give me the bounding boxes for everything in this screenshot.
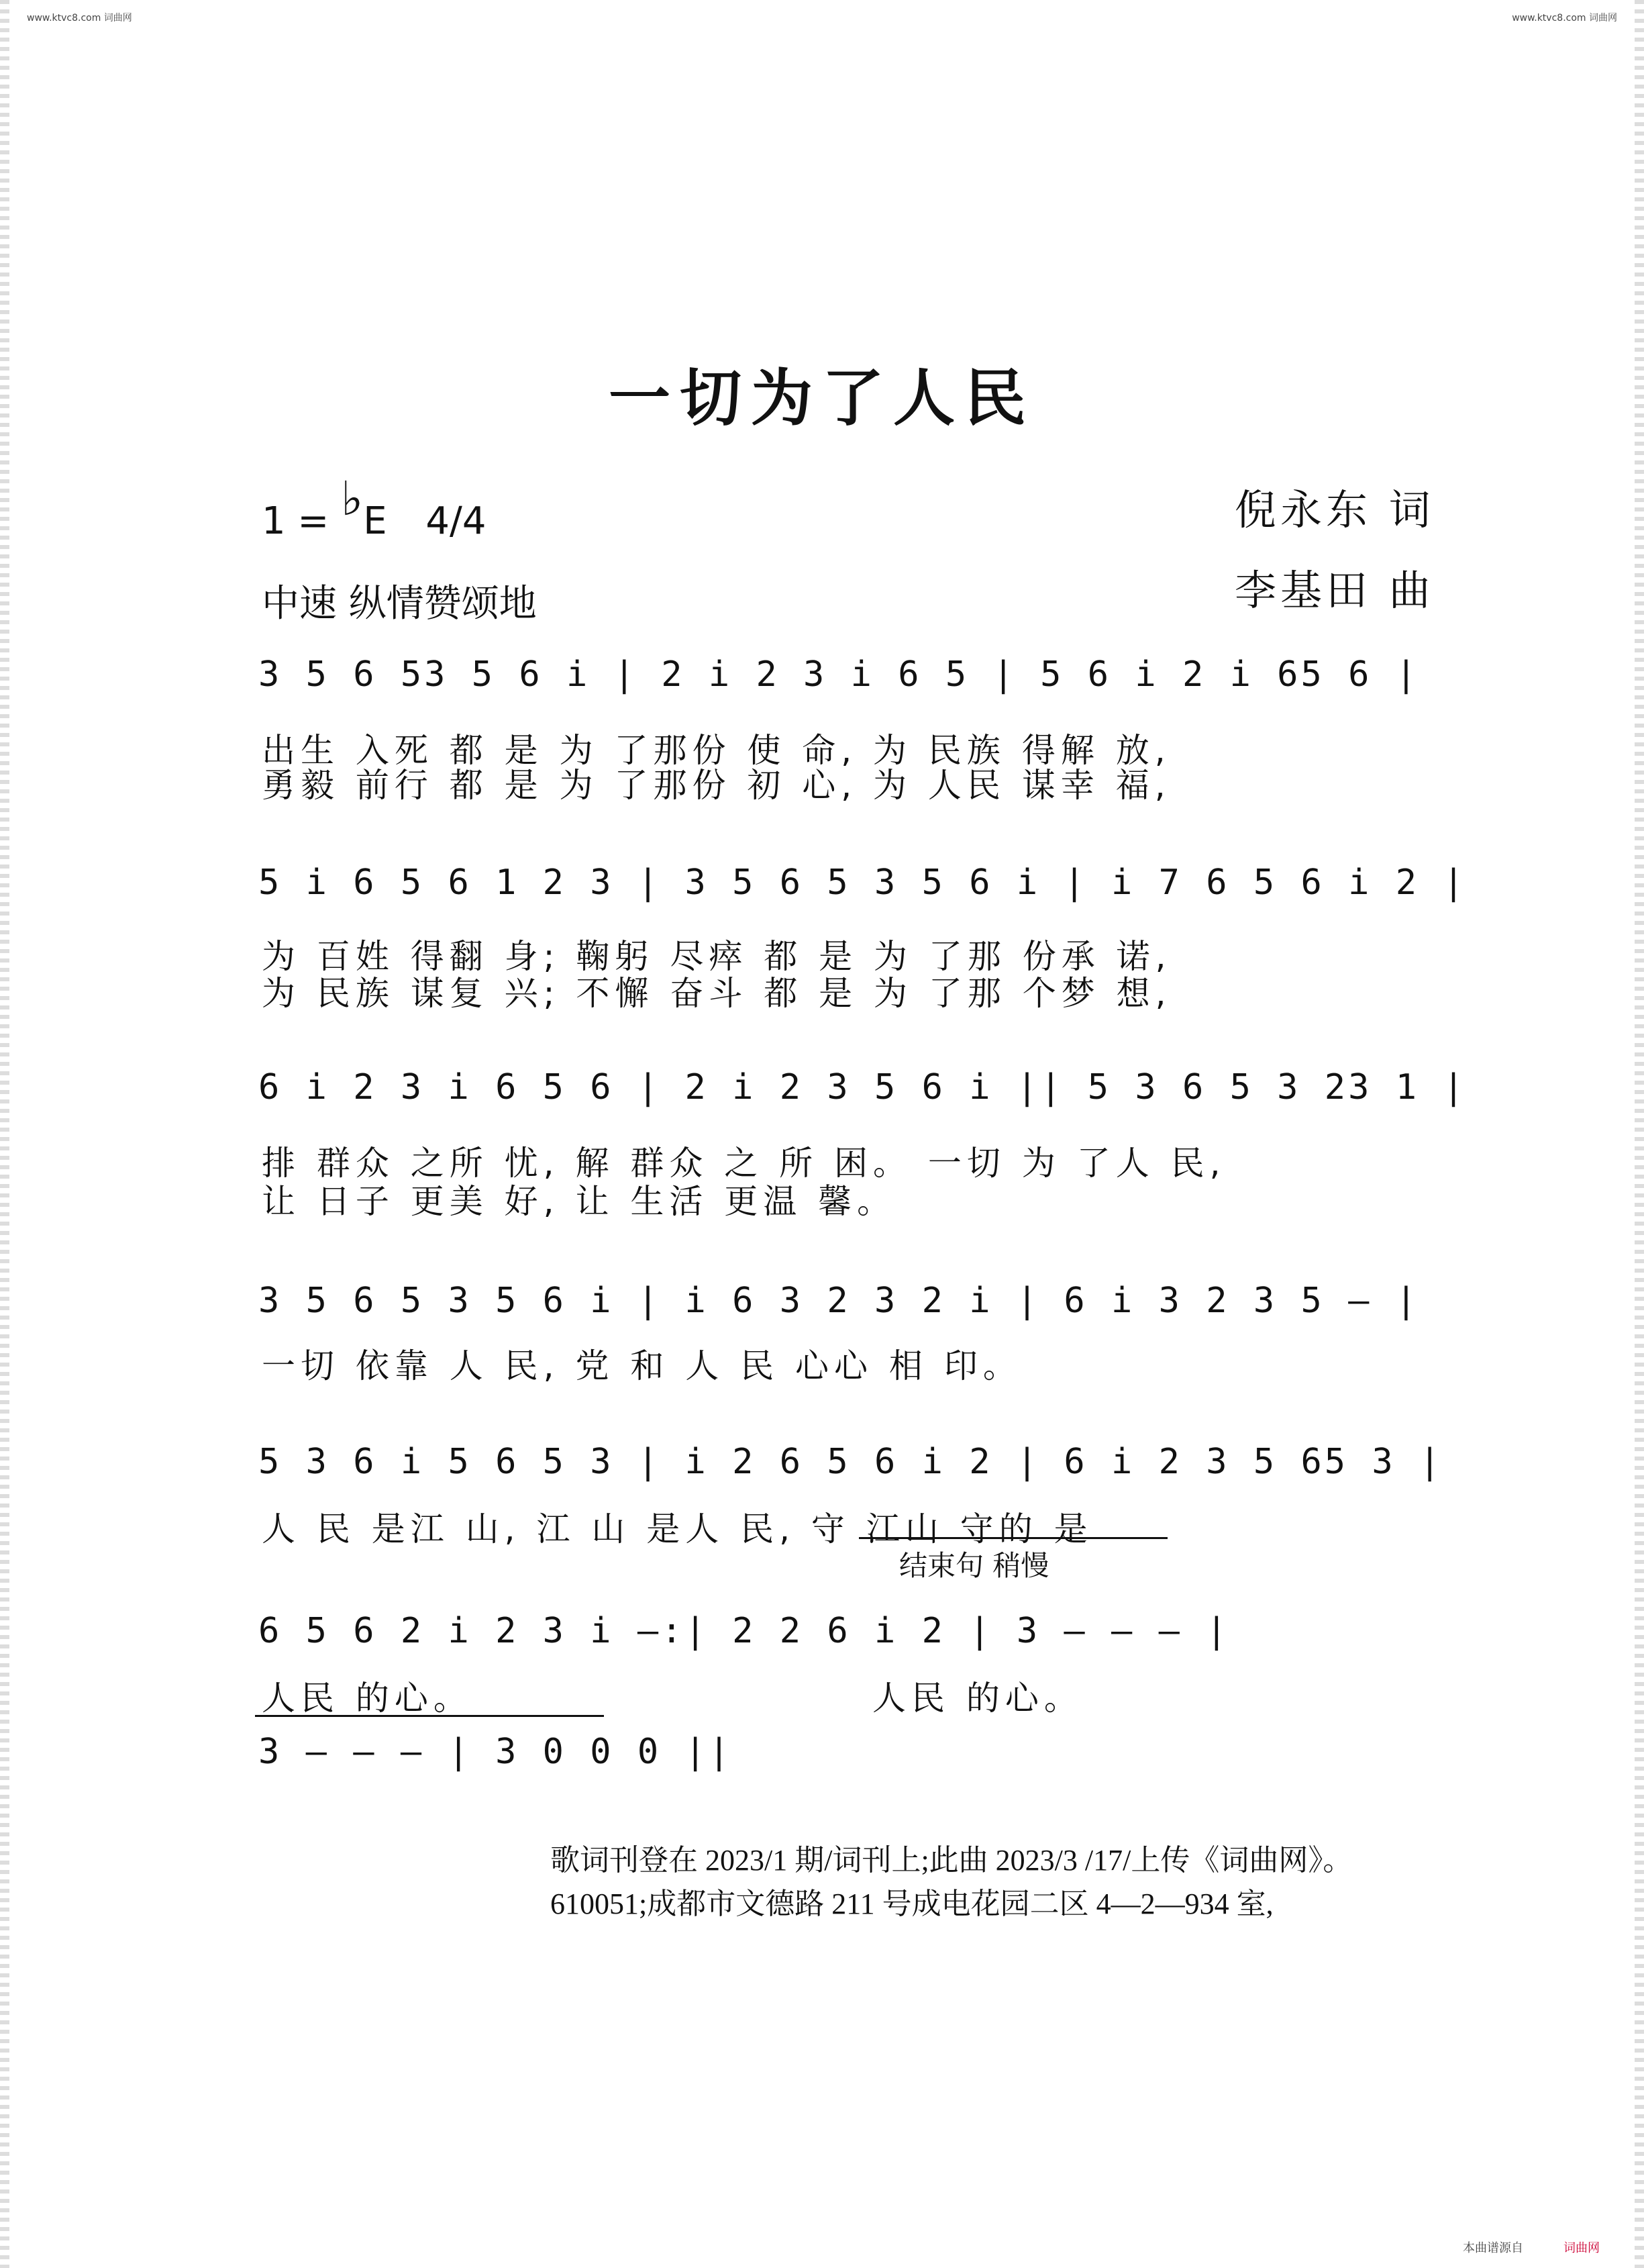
notation-line-6: 6 5 6 2 i 2 3 i —:| 2 2 6 i 2 | 3 — — — |	[258, 1611, 1230, 1651]
notation-line-3: 6 i 2 3 i 6 5 6 | 2 i 2 3 5 6 i || 5 3 6 5 3 23 1 |	[258, 1067, 1467, 1107]
key-prefix: 1 =	[262, 499, 329, 543]
notation-line-1: 3 5 6 53 5 6 i | 2 i 2 3 i 6 5 | 5 6 i 2 i 65 6 |	[258, 654, 1420, 695]
notation-line-4: 3 5 6 5 3 5 6 i | i 6 3 2 3 2 i | 6 i 3 2 3 5 — |	[258, 1281, 1420, 1321]
lyric-line-3b: 让 日子 更美 好, 让 生活 更温 馨。	[262, 1182, 896, 1221]
header-left-site: www.ktvc8.com 词曲网	[27, 13, 132, 23]
song-title: 一切为了人民	[608, 362, 1035, 434]
lyric-line-2b: 为 民族 谋复 兴; 不懈 奋斗 都 是 为 了那 个梦 想,	[262, 974, 1172, 1013]
key-signature	[262, 471, 486, 545]
footer-label-right: 词曲网	[1563, 2241, 1600, 2255]
notation-line-2: 5 i 6 5 6 1 2 3 | 3 5 6 5 3 5 6 i | i 7 6 5 6 i 2 |	[258, 862, 1467, 903]
lyric-line-2a: 为 百姓 得翻 身; 鞠躬 尽瘁 都 是 为 了那 份承 诺,	[262, 937, 1172, 976]
lyric-line-5a: 人 民 是江 山, 江 山 是人 民, 守 江山 守的 是	[262, 1510, 1093, 1548]
header-right-site: www.ktvc8.com 词曲网	[1512, 13, 1617, 23]
footnote-line-1: 歌词刊登在 2023/1 期/词刊上;此曲 2023/3 /17/上传《词曲网》。	[550, 1844, 1353, 1877]
lyricist-credit: 倪永东 词	[1235, 485, 1435, 534]
lyric-line-3a: 排 群众 之所 忧, 解 群众 之 所 困。 一切 为 了人 民,	[262, 1144, 1226, 1183]
lyric-line-1a: 出生 入死 都 是 为 了那份 使 命, 为 民族 得解 放,	[262, 731, 1171, 770]
flat-sign: ♭	[341, 471, 364, 526]
footnote-line-2: 610051;成都市文德路 211 号成电花园二区 4—2—934 室,	[550, 1887, 1274, 1920]
ending-marking: 结束句 稍慢	[899, 1549, 1049, 1582]
lyric-line-1b: 勇毅 前行 都 是 为 了那份 初 心, 为 人民 谋幸 福,	[262, 766, 1171, 805]
tempo-marking: 中速 纵情赞颂地	[262, 582, 537, 626]
time-signature: 4/4	[425, 499, 486, 543]
notation-line-7: 3 — — — | 3 0 0 0 ||	[258, 1732, 733, 1772]
lyric-line-6a: 人民 的心。	[262, 1679, 472, 1718]
lyric-line-6b: 人民 的心。	[872, 1679, 1083, 1718]
lyric-line-4a: 一切 依靠 人 民, 党 和 人 民 心心 相 印。	[262, 1346, 1022, 1385]
right-edge-strip	[1635, 0, 1644, 2268]
tie-line-7	[255, 1715, 604, 1717]
footer-label-left: 本曲谱源自	[1463, 2241, 1523, 2255]
key-note: E	[363, 499, 387, 543]
notation-line-5: 5 3 6 i 5 6 5 3 | i 2 6 5 6 i 2 | 6 i 2 3 5 65 3 |	[258, 1442, 1443, 1482]
left-edge-strip	[0, 0, 9, 2268]
composer-credit: 李基田 曲	[1235, 566, 1435, 615]
ending-bracket	[859, 1537, 1168, 1539]
